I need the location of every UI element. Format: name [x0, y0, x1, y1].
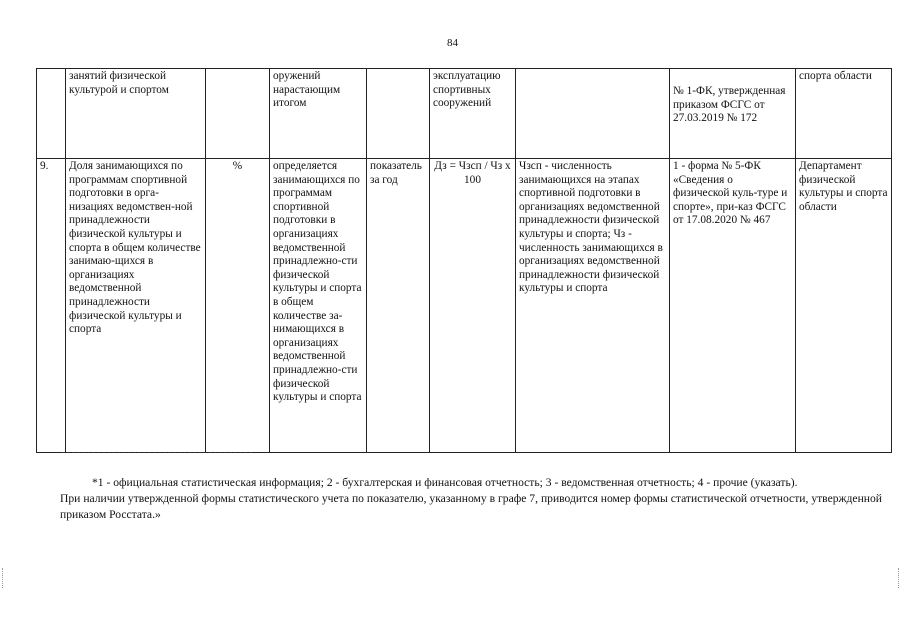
footnote-separator [62, 452, 252, 453]
cell-method: оружений нарастающим итогом [270, 69, 367, 159]
cell-source: № 1-ФК, утвержденная приказом ФСГС от 27.03.2019 № 172 [670, 69, 796, 159]
cell-unit [206, 69, 270, 159]
table-row-continuation [37, 69, 892, 159]
cell-indicator-name: Доля занимающихся по программам спортивной подготовки в орга-низациях ведомствен-ной принадлежности физической культуры и спорта в общем количестве занимаю-щихся в организациях ведомственной принадлежности физической культуры и спорта [66, 159, 206, 453]
cell-unit: % [206, 159, 270, 453]
indicators-table [36, 68, 892, 453]
cell-period: показатель за год [367, 159, 430, 453]
cell-responsible: спорта области [796, 69, 892, 159]
table-row-9 [37, 159, 892, 453]
cell-method: определяется занимающихся по программам спортивной подготовки в организациях ведомственной принадлежно-сти физической культуры и спорта в общем количестве за-нимающихся в организациях ведомственной принадлежно-сти физической культуры и спорта [270, 159, 367, 453]
cell-formula: Дз = Чзсп / Чз x 100 [430, 159, 516, 453]
footnote [60, 475, 882, 523]
cell-definitions: Чзсп - численность занимающихся на этапах спортивной подготовки в организациях ведомственной принадлежности физической культуры и спорта; Чз - численность занимающихся в организациях ведомственной принадлежности физической культуры и спорта [516, 159, 670, 453]
cell-period [367, 69, 430, 159]
cell-source: 1 - форма № 5-ФК «Сведения о физической куль-туре и спорте», при-каз ФСГС от 17.08.2020 № 467 [670, 159, 796, 453]
right-edge-mark [898, 568, 903, 588]
cell-formula: эксплуатацию спортивных сооружений [430, 69, 516, 159]
cell-definitions [516, 69, 670, 159]
footnote-line-2: При наличии утвержденной формы статистического учета по показателю, указанному в графе 7, приводится номер формы статистической отчетности, утвержденной приказом Росстата.» [60, 492, 882, 521]
footnote-line-1: *1 - официальная статистическая информация; 2 - бухгалтерская и финансовая отчетность; 3 - ведомственная отчетность; 4 - прочие (указать). [92, 476, 798, 489]
page-number: 84 [447, 37, 458, 49]
cell-responsible: Департамент физической культуры и спорта области [796, 159, 892, 453]
cell-number [37, 69, 66, 159]
cell-indicator-name: занятий физической культурой и спортом [66, 69, 206, 159]
cell-number: 9. [37, 159, 66, 453]
left-edge-mark [2, 568, 7, 588]
